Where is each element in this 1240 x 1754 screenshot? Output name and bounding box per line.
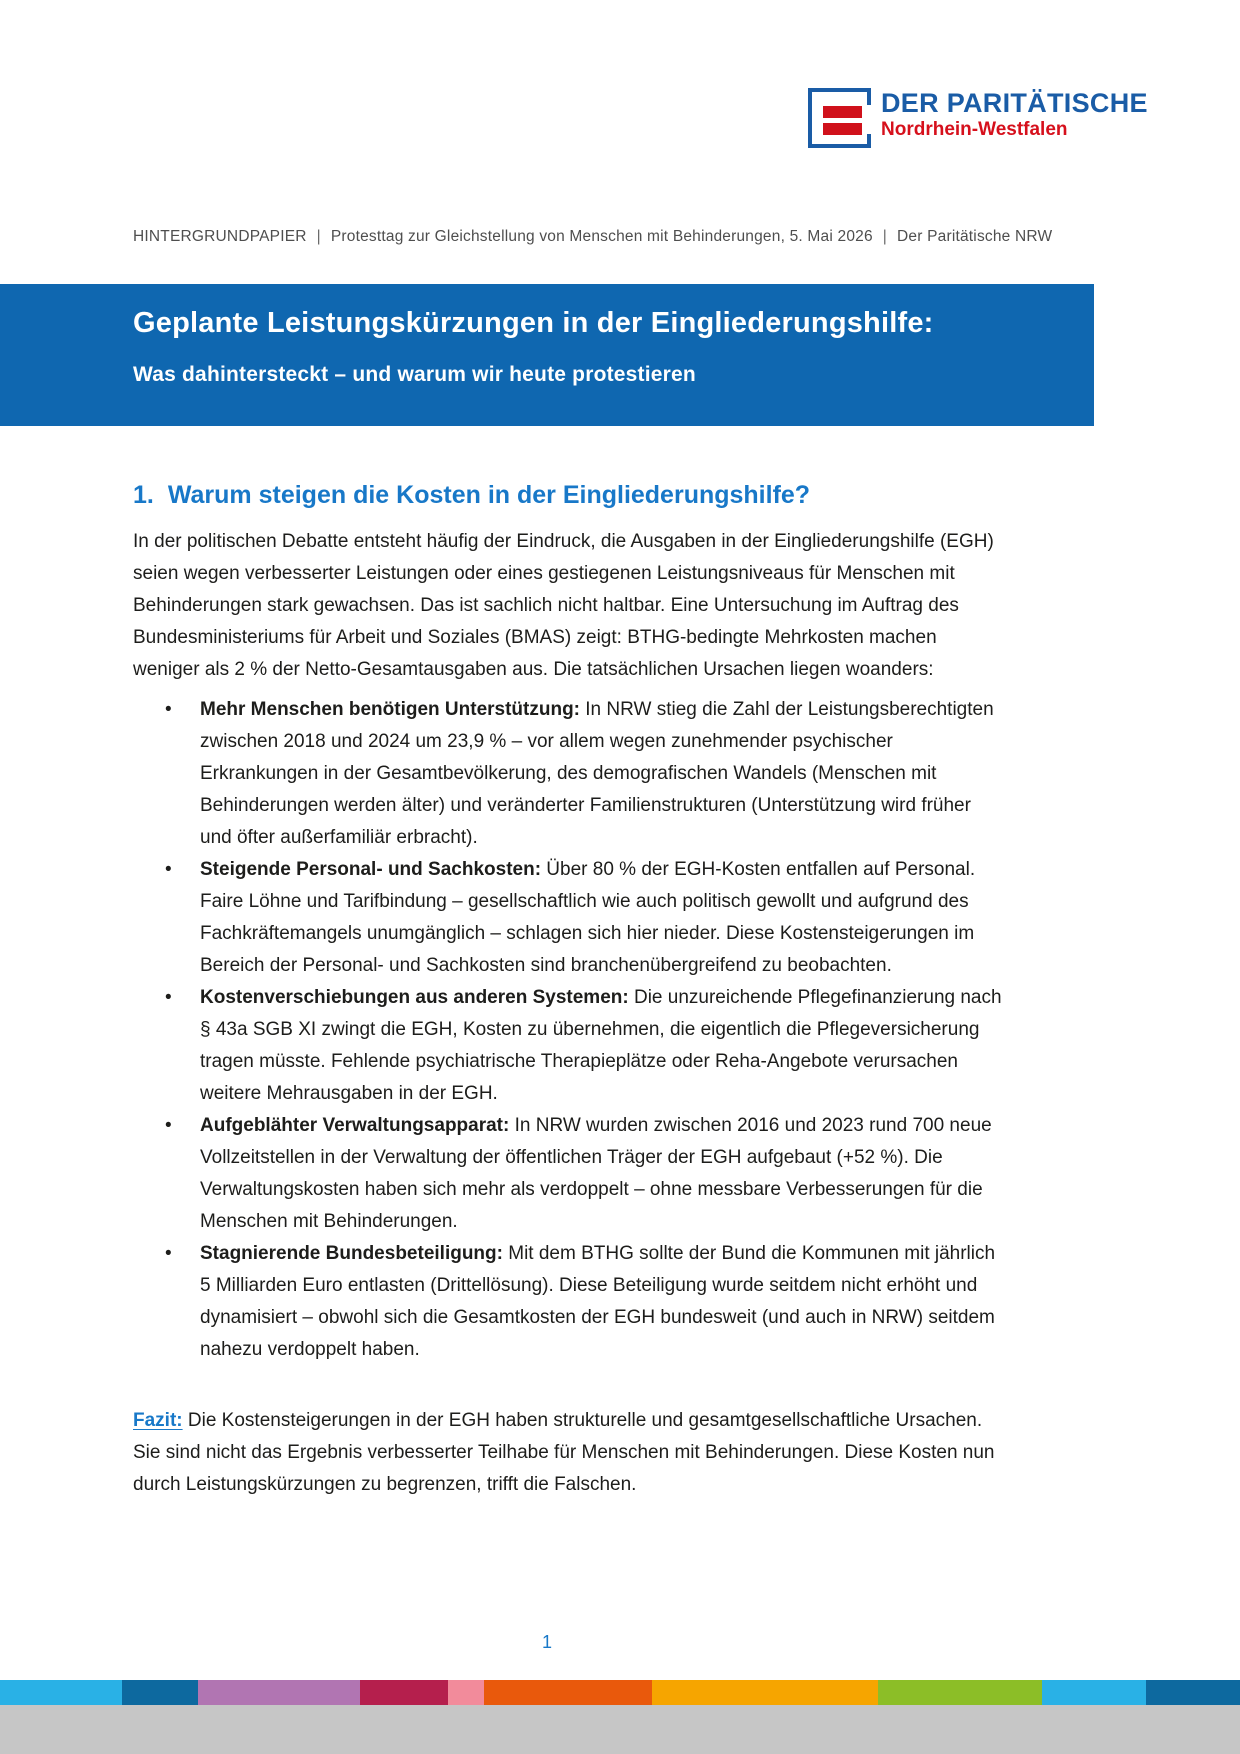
equals-bar-bottom — [823, 123, 862, 135]
bullet-dot: • — [165, 987, 172, 1008]
section-number: 1. — [133, 481, 154, 509]
bullet-text: In NRW wurden zwischen 2016 und 2023 rund 700 neue Vollzeitstellen in der Verwaltung der öffentlichen Träger der EGH aufgebaut (+52 %). Die Verwaltungskosten haben sich mehr als verdoppelt – ohne messbare Verbesserungen für die Menschen mit Behinderungen. — [200, 1115, 992, 1232]
list-item — [133, 694, 1007, 854]
bullet-lead: Stagnierende Bundesbeteiligung: — [200, 1243, 503, 1264]
stripe-segment — [878, 1680, 1042, 1705]
fazit-paragraph — [133, 1405, 1007, 1501]
section-heading — [133, 480, 1007, 511]
paritaetische-logo — [808, 88, 1148, 148]
stripe-segment — [1146, 1680, 1240, 1705]
bullet-text: Die unzureichende Pflegefinanzierung nach § 43a SGB XI zwingt die EGH, Kosten zu übernehmen, die eigentlich die Pflegeversicherung tragen müsste. Fehlende psychiatrische Therapieplätze oder Reha-Angebote verursachen weitere Mehrausgaben in der EGH. — [200, 987, 1002, 1104]
stripe-segment — [652, 1680, 878, 1705]
document-subtitle: Was dahintersteckt – und warum wir heute protestieren — [133, 363, 696, 386]
bullet-text: In NRW stieg die Zahl der Leistungsberechtigten zwischen 2018 und 2024 um 23,9 % – vor allem wegen zunehmender psychischer Erkrankungen in der Gesamtbevölkerung, des demografischen Wandels (Menschen mit Behinderungen werden älter) und veränderter Familienstrukturen (Unterstützung wird früher und öfter außerfamiliär erbracht). — [200, 699, 994, 848]
bullet-lead: Mehr Menschen benötigen Unterstützung: — [200, 699, 580, 720]
document-title: Geplante Leistungskürzungen in der Eingliederungshilfe: — [133, 307, 934, 339]
meta-org: Der Paritätische NRW — [897, 228, 1053, 245]
equals-bar-top — [823, 106, 862, 118]
bullet-text: Mit dem BTHG sollte der Bund die Kommunen mit jährlich 5 Milliarden Euro entlasten (Drittellösung). Diese Beteiligung wurde seitdem nicht erhöht und dynamisiert – obwohl sich die Gesamtkosten der EGH bundesweit (und auch in NRW) seitdem nahezu verdoppelt haben. — [200, 1243, 996, 1360]
bullet-text: Über 80 % der EGH-Kosten entfallen auf Personal. Faire Löhne und Tarifbindung – gesellschaftlich wie auch politisch gewollt und aufgrund des Fachkräftemangels unumgänglich – schlagen sich hier nieder. Diese Kostensteigerungen im Bereich der Personal- und Sachkosten sind branchenübergreifend zu beobachten. — [200, 859, 976, 976]
intro-paragraph: In der politischen Debatte entsteht häufig der Eindruck, die Ausgaben in der Eingliederungshilfe (EGH) seien wegen verbesserter Leistungen oder eines gestiegenen Leistungsniveaus für Menschen mit Behinderungen stark gewachsen. Das ist sachlich nicht haltbar. Eine Untersuchung im Auftrag des Bundesministeriums für Arbeit und Soziales (BMAS) zeigt: BTHG-bedingte Mehrkosten machen weniger als 2 % der Netto-Gesamtausgaben aus. Die tatsächlichen Ursachen liegen woanders: — [133, 531, 994, 680]
bullet-dot: • — [165, 1115, 172, 1136]
stripe-segment — [448, 1680, 484, 1705]
fazit-text: Die Kostensteigerungen in der EGH haben strukturelle und gesamtgesellschaftliche Ursachen. Sie sind nicht das Ergebnis verbesserter Teilhabe für Menschen mit Behinderungen. Diese Kosten nun durch Leistungskürzungen zu begrenzen, trifft die Falschen. — [133, 1410, 995, 1495]
meta-event: Protesttag zur Gleichstellung von Menschen mit Behinderungen, 5. Mai 2026 — [330, 228, 873, 245]
title-banner — [0, 284, 1094, 426]
equals-square-icon — [808, 88, 871, 148]
stripe-segment — [198, 1680, 360, 1705]
bullet-dot: • — [165, 699, 172, 720]
logo-region: Nordrhein-Westfalen — [881, 119, 1068, 140]
logo-frame-stub-top — [867, 88, 871, 105]
logo-frame-stub-bottom — [867, 134, 871, 148]
meta-separator: | — [316, 228, 321, 245]
bullet-lead: Steigende Personal- und Sachkosten: — [200, 859, 542, 880]
footer-gray-bar — [0, 1705, 1240, 1754]
reasons-list — [133, 694, 1007, 1366]
section-title: Warum steigen die Kosten in der Eingliederungshilfe? — [167, 481, 811, 509]
stripe-segment — [360, 1680, 448, 1705]
list-item — [133, 1238, 1007, 1366]
stripe-segment — [1042, 1680, 1146, 1705]
bullet-lead: Kostenverschiebungen aus anderen Systemen: — [200, 987, 629, 1008]
footer-color-stripe — [0, 1680, 1240, 1705]
list-item — [133, 854, 1007, 982]
bullet-lead: Aufgeblähter Verwaltungsapparat: — [200, 1115, 510, 1136]
page-number: 1 — [541, 1632, 552, 1652]
logo-name: DER PARITÄTISCHE — [881, 88, 1148, 118]
bullet-dot: • — [165, 1243, 172, 1264]
fazit-link[interactable]: Fazit: — [133, 1410, 183, 1431]
logo-text — [881, 88, 1148, 140]
document-meta-line — [133, 228, 1052, 246]
list-item — [133, 982, 1007, 1110]
list-item — [133, 1110, 1007, 1238]
bullet-dot: • — [165, 859, 172, 880]
document-body — [133, 480, 1007, 1501]
meta-doc-type: HINTERGRUNDPAPIER — [133, 228, 307, 245]
stripe-segment — [0, 1680, 122, 1705]
meta-separator: | — [882, 228, 888, 245]
stripe-segment — [122, 1680, 198, 1705]
stripe-segment — [484, 1680, 652, 1705]
